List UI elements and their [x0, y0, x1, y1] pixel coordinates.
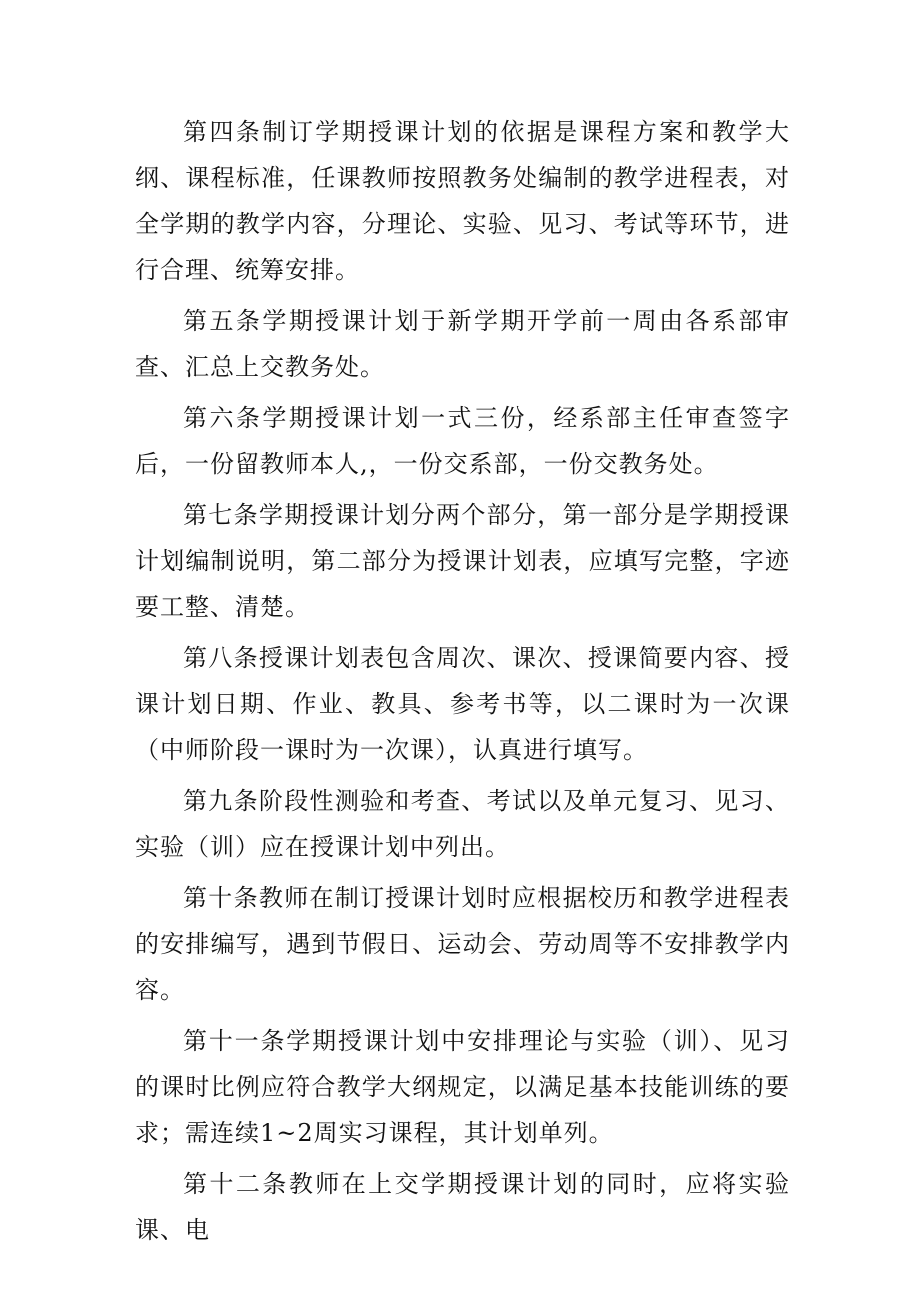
article-10-paragraph: 第十条教师在制订授课计划时应根据校历和教学进程表的安排编写，遇到节假日、运动会、劳动周等不安排教学内容。: [135, 884, 790, 1004]
article-9-paragraph: 第九条阶段性测验和考查、考试以及单元复习、见习、实验（训）应在授课计划中列出。: [135, 787, 790, 861]
article-8-paragraph: 第八条授课计划表包含周次、课次、授课简要内容、授课计划日期、作业、教具、参考书等，以二课时为一次课（中师阶段一课时为一次课），认真进行填写。: [135, 644, 790, 764]
article-7-paragraph: 第七条学期授课计划分两个部分，第一部分是学期授课计划编制说明，第二部分为授课计划表，应填写完整，字迹要工整、清楚。: [135, 501, 790, 621]
article-5-paragraph: 第五条学期授课计划于新学期开学前一周由各系部审查、汇总上交教务处。: [135, 307, 790, 381]
article-6-paragraph: 第六条学期授课计划一式三份，经系部主任审查签字后，一份留教师本人,，一份交系部，一份交教务处。: [135, 404, 790, 478]
article-12-paragraph: 第十二条教师在上交学期授课计划的同时，应将实验课、电: [135, 1170, 790, 1244]
document-body: [135, 109, 790, 1258]
article-4-paragraph: 第四条制订学期授课计划的依据是课程方案和教学大纲、课程标准，任课教师按照教务处编制的教学进程表，对全学期的教学内容，分理论、实验、见习、考试等环节，进行合理、统筹安排。: [135, 118, 790, 284]
article-11-paragraph: 第十一条学期授课计划中安排理论与实验（训）、见习的课时比例应符合教学大纲规定，以满足基本技能训练的要求；需连续1~2周实习课程，其计划单列。: [135, 1027, 790, 1147]
